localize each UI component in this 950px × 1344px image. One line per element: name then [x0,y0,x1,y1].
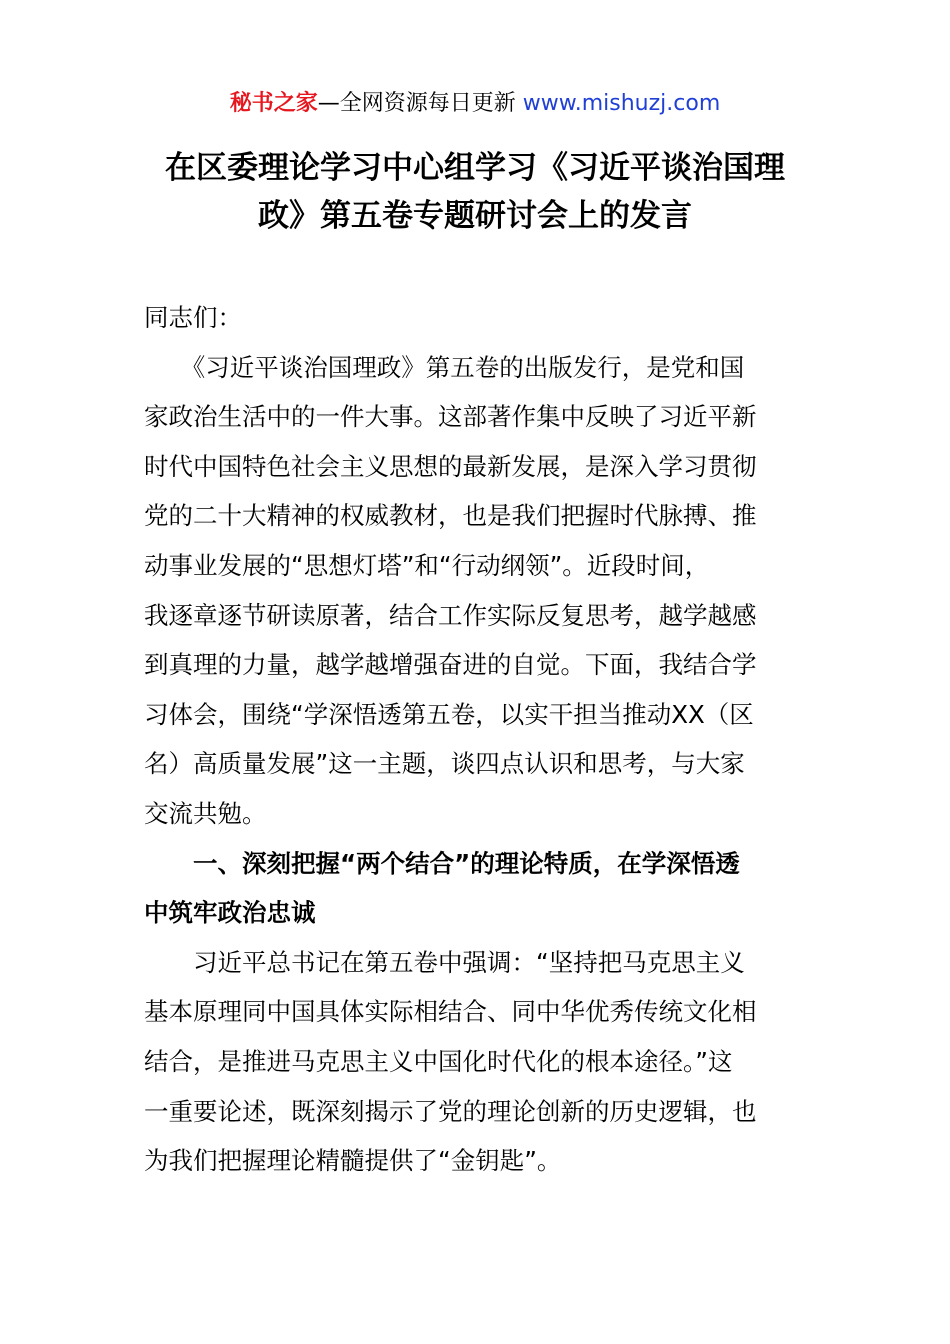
section-heading-line: 中筑牢政治忠诚 [144,898,316,928]
document-body [144,293,824,1186]
body-line: 到真理的力量，越学越增强奋进的自觉。下面，我结合学 [144,650,757,680]
salutation: 同志们： [144,303,242,332]
body-line: 基本原理同中国具体实际相结合、同中华优秀传统文化相 [144,997,757,1027]
site-tagline: —全网资源每日更新 [317,91,523,116]
body-line: 我逐章逐节研读原著，结合工作实际反复思考，越学越感 [144,600,757,630]
body-line: 习体会，围绕“学深悟透第五卷，以实干担当推动XX（区 [144,699,754,729]
body-line: 《习近平谈治国理政》第五卷的出版发行，是党和国 [144,352,745,382]
body-line: 名）高质量发展”这一主题，谈四点认识和思考，与大家 [144,749,745,779]
site-brand: 秘书之家 [229,91,318,116]
body-line: 家政治生活中的一件大事。这部著作集中反映了习近平新 [144,402,757,432]
document-title [120,144,830,240]
body-line: 党的二十大精神的权威教材，也是我们把握时代脉搏、推 [144,501,757,531]
body-line: 习近平总书记在第五卷中强调：“坚持把马克思主义 [144,947,745,977]
body-line: 结合，是推进马克思主义中国化时代化的根本途径。”这 [144,1046,733,1076]
title-line: 政》第五卷专题研讨会上的发言 [258,198,692,234]
section-heading-line: 一、深刻把握“两个结合”的理论特质，在学深悟透 [144,848,740,878]
site-header [0,88,950,120]
site-url-link[interactable]: www.mishuzj.com [522,91,721,116]
body-line: 时代中国特色社会主义思想的最新发展，是深入学习贯彻 [144,451,757,481]
body-line: 为我们把握理论精髓提供了“金钥匙”。 [144,1146,562,1176]
body-line: 交流共勉。 [144,798,267,828]
body-line: 动事业发展的“思想灯塔”和“行动纲领”。近段时间， [144,550,710,580]
title-line: 在区委理论学习中心组学习《习近平谈治国理 [165,150,785,186]
body-line: 一重要论述，既深刻揭示了党的理论创新的历史逻辑，也 [144,1096,757,1126]
